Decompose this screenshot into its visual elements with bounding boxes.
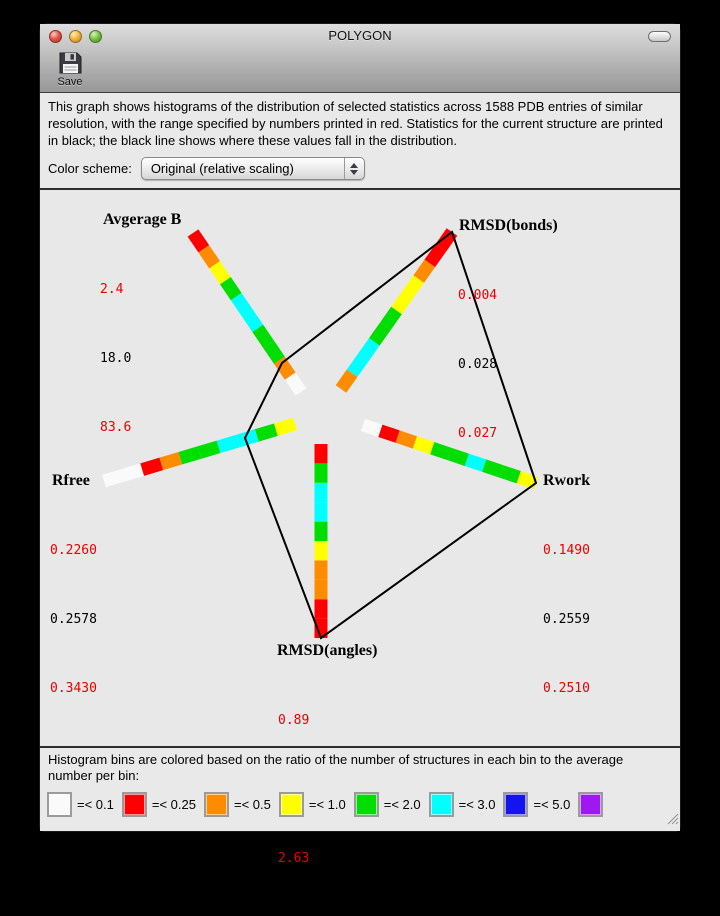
- legend-bin-label: =< 3.0: [458, 797, 496, 812]
- dropdown-stepper-icon: [344, 158, 364, 179]
- histogram-bin: [193, 233, 204, 249]
- histogram-bin: [352, 358, 363, 374]
- legend-swatch-blue: [503, 792, 528, 817]
- axis-values-average-b: [100, 232, 147, 485]
- range-low-value: 0.2260: [50, 543, 97, 558]
- range-high-value: 0.3430: [50, 681, 97, 696]
- resize-grip[interactable]: [664, 810, 679, 830]
- histogram-bin: [219, 441, 238, 447]
- range-high-value: 0.027: [458, 426, 498, 441]
- legend-swatch-red: [122, 792, 147, 817]
- range-high-value: 83.6: [100, 420, 132, 435]
- legend-swatch-purple: [578, 792, 603, 817]
- histogram-bin: [276, 424, 295, 430]
- color-scheme-label: Color scheme:: [48, 161, 132, 176]
- histogram-bin: [385, 311, 396, 327]
- save-floppy-icon: [57, 49, 84, 76]
- current-value: 18.0: [100, 351, 132, 366]
- histogram-bin: [430, 248, 441, 264]
- legend-swatch-cyan: [429, 792, 454, 817]
- histogram-bin: [269, 344, 280, 360]
- histogram-bin: [408, 279, 419, 295]
- polygon-window: [40, 24, 680, 866]
- histogram-bin: [374, 326, 385, 342]
- range-high-value: 2.63: [278, 851, 310, 866]
- color-scheme-selected-value: Original (relative scaling): [150, 161, 294, 176]
- histogram-bin: [238, 435, 257, 441]
- axis-label-rmsd-bonds: RMSD(bonds): [459, 217, 558, 234]
- legend-bins-row: [47, 792, 616, 817]
- range-low-value: 2.4: [100, 282, 124, 297]
- histogram-bin: [380, 431, 397, 437]
- histogram-bin: [432, 448, 449, 454]
- legend-panel: [40, 748, 680, 831]
- histogram-bin: [200, 447, 219, 453]
- histogram-bin: [363, 425, 380, 431]
- titlebar[interactable]: [40, 24, 680, 48]
- range-low-value: 0.1490: [543, 543, 590, 558]
- save-button-label: Save: [57, 76, 83, 88]
- histogram-bin: [236, 297, 247, 313]
- axis-label-rwork: Rwork: [543, 472, 591, 489]
- color-scheme-dropdown[interactable]: [141, 157, 365, 180]
- window-chrome: [40, 24, 680, 93]
- histogram-bin: [204, 249, 215, 265]
- histogram-bin: [415, 442, 432, 448]
- legend-bin-label: =< 0.1: [77, 797, 114, 812]
- range-low-value: 0.89: [278, 713, 310, 728]
- histogram-bin: [257, 430, 276, 436]
- current-value: 0.028: [458, 357, 498, 372]
- histogram-bin: [398, 437, 415, 443]
- legend-bin-label: =< 0.25: [151, 797, 196, 812]
- histogram-bin: [180, 453, 199, 459]
- toolbar-toggle-button[interactable]: [648, 31, 671, 42]
- axis-values-rmsd-bonds: [458, 238, 505, 491]
- axis-label-average-b: Avgerage B: [103, 211, 182, 228]
- axis-values-rfree: [50, 493, 97, 746]
- description-text: This graph shows histograms of the distribution of selected statistics across 1588 PDB entries of similar resolution, with the range specified by numbers printed in red. Statistics for the current structure are printed in black; the black line shows where these values fall in the distribution.: [48, 99, 663, 148]
- histogram-bin: [215, 265, 226, 281]
- color-scheme-row: [48, 157, 365, 180]
- histogram-bin: [419, 263, 430, 279]
- axis-values-rwork: [543, 493, 590, 746]
- save-button[interactable]: [48, 49, 92, 91]
- legend-description: Histogram bins are colored based on the ratio of the number of structures in each bin to the average number per bin:: [48, 752, 624, 783]
- legend-swatch-yellow: [279, 792, 304, 817]
- legend-bin-label: =< 5.0: [533, 797, 571, 812]
- legend-swatch-green: [354, 792, 379, 817]
- legend-bin-label: =< 0.5: [233, 797, 271, 812]
- legend-swatch-orange: [204, 792, 229, 817]
- axis-label-rmsd-angles: RMSD(angles): [277, 642, 378, 659]
- histogram-bin: [258, 328, 269, 344]
- histogram-bin: [161, 458, 180, 464]
- histogram-bin: [279, 360, 290, 376]
- range-low-value: 0.004: [458, 288, 498, 303]
- description-panel: [40, 93, 680, 188]
- range-high-value: 0.2510: [543, 681, 590, 696]
- legend-bin-label: =< 2.0: [383, 797, 421, 812]
- legend-swatch-white: [47, 792, 72, 817]
- window-title: POLYGON: [328, 28, 392, 43]
- histogram-bin: [363, 342, 374, 358]
- legend-bin-label: =< 1.0: [308, 797, 346, 812]
- histogram-bin: [225, 281, 236, 297]
- histogram-bin: [341, 373, 352, 389]
- current-value: 0.2559: [543, 612, 590, 627]
- histogram-bin: [290, 376, 301, 392]
- current-value: 0.2578: [50, 612, 97, 627]
- axis-label-rfree: Rfree: [52, 472, 90, 489]
- histogram-bin: [247, 313, 258, 329]
- histogram-bin: [397, 295, 408, 311]
